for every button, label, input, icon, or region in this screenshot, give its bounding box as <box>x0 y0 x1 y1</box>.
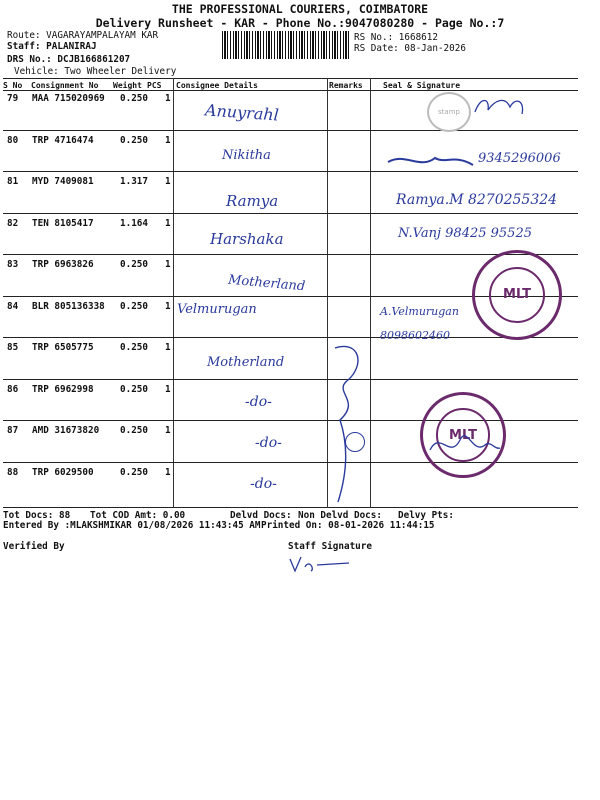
signature-handwriting-84: A.Velmurugan 8098602460 <box>380 305 459 342</box>
row-divider <box>3 213 578 214</box>
row-consignment-number: TRP 6029500 <box>32 466 94 478</box>
row-weight: 0.250 <box>120 383 148 395</box>
consignee-handwriting-79: Anuyrahl <box>204 100 280 125</box>
consignee-handwriting-88: -do- <box>250 476 277 492</box>
table-header-border <box>3 90 578 91</box>
row-weight: 0.250 <box>120 93 148 104</box>
signature-over-seal <box>425 420 505 470</box>
row-serial-number: 81 <box>7 176 19 187</box>
row-consignment-number: MYD 7409081 <box>32 176 94 187</box>
row-consignment-number: TRP 6963826 <box>32 259 94 270</box>
staff-signature <box>287 553 357 575</box>
staff-label: Staff: PALANIRAJ <box>7 41 97 52</box>
signature-handwriting-81: Ramya.M 8270255324 <box>396 192 558 208</box>
col-header-weight: Weight <box>113 81 142 90</box>
route-label: Route: VAGARAYAMPALAYAM KAR <box>7 30 159 41</box>
company-title: THE PROFESSIONAL COURIERS, COIMBATORE <box>171 2 429 16</box>
row-pcs: 1 <box>165 259 171 270</box>
row-serial-number: 83 <box>7 259 19 270</box>
row-weight: 1.317 <box>120 176 148 187</box>
entered-by: Entered By :MLAKSHMIKAR 01/08/2026 11:43:45 AM <box>3 520 261 531</box>
col-header-seal: Seal & Signature <box>383 81 461 90</box>
consignee-handwriting-87: -do- <box>255 435 282 451</box>
row-pcs: 1 <box>165 383 171 395</box>
non-delivered-docs: Non Delvd Docs: <box>298 510 382 521</box>
row-weight: 0.250 <box>120 259 148 270</box>
row-serial-number: 88 <box>7 466 19 478</box>
row-divider <box>3 130 578 131</box>
consignee-handwriting-82: Harshaka <box>210 230 284 248</box>
table-top-border <box>3 78 578 79</box>
row-divider <box>3 379 578 380</box>
runsheet-title: Delivery Runsheet - KAR - Phone No.:9047080280 - Page No.:7 <box>95 16 505 30</box>
row-pcs: 1 <box>165 466 171 478</box>
row-consignment-number: TRP 6505775 <box>32 342 94 353</box>
row-weight: 0.250 <box>120 134 148 146</box>
row-consignment-number: TRP 6962998 <box>32 383 94 395</box>
barcode <box>222 31 350 59</box>
seal-abbr-top: MLT <box>489 267 545 323</box>
row-serial-number: 80 <box>7 134 19 146</box>
row-pcs: 1 <box>165 425 171 436</box>
total-cod-amount: Tot COD Amt: 0.00 <box>90 510 186 521</box>
row-consignment-number: BLR 805136338 <box>32 300 105 312</box>
row-serial-number: 85 <box>7 342 19 353</box>
row-pcs: 1 <box>165 134 171 146</box>
row-weight: 0.250 <box>120 466 148 478</box>
rs-date: RS Date: 08-Jan-2026 <box>354 43 466 54</box>
row-serial-number: 82 <box>7 217 19 229</box>
row-weight: 0.250 <box>120 425 148 436</box>
consignee-handwriting-86: -do- <box>245 394 272 410</box>
company-seal-top <box>472 250 562 340</box>
row-pcs: 1 <box>165 342 171 353</box>
verified-by-label: Verified By <box>3 541 65 552</box>
row-consignment-number: AMD 31673820 <box>32 425 100 436</box>
row-weight: 0.250 <box>120 300 148 312</box>
col-header-consignment: Consignment No <box>31 81 99 90</box>
consignee-handwriting-80: Nikitha <box>222 148 271 163</box>
row-pcs: 1 <box>165 93 171 104</box>
col-header-sno: S No <box>3 81 23 90</box>
row-pcs: 1 <box>165 217 171 229</box>
total-docs: Tot Docs: 88 <box>3 510 71 521</box>
signature-handwriting-82: N.Vanj 98425 95525 <box>398 226 532 241</box>
vehicle-label: Vehicle: Two Wheeler Delivery <box>14 66 177 77</box>
circle-mark <box>345 432 365 452</box>
drs-label: DRS No.: DCJB166861207 <box>7 54 131 65</box>
rs-number: RS No.: 1668612 <box>354 32 438 43</box>
row-pcs: 1 <box>165 176 171 187</box>
consignee-handwriting-81: Ramya <box>226 192 279 210</box>
delivered-docs: Delvd Docs: <box>230 510 292 521</box>
row-weight: 1.164 <box>120 217 148 229</box>
bracket-mark <box>320 340 380 510</box>
row-serial-number: 86 <box>7 383 19 395</box>
delivery-points: Delvy Pts: <box>398 510 454 521</box>
row-divider <box>3 171 578 172</box>
col-header-pcs: PCS <box>147 81 162 90</box>
faint-stamp: stamp <box>427 92 471 132</box>
signature-79 <box>470 92 530 122</box>
row-consignment-number: TRP 4716474 <box>32 134 94 146</box>
phone-handwriting-80: 9345296006 <box>478 151 561 166</box>
consignee-handwriting-84: Velmurugan <box>177 302 257 317</box>
col-divider-consignee <box>173 78 174 508</box>
row-consignment-number: MAA 715020969 <box>32 93 105 104</box>
table-bottom-border <box>3 507 578 508</box>
seal-abbr-bottom: MLT <box>436 408 490 462</box>
printed-on: Printed On: 08-01-2026 11:44:15 <box>261 520 435 531</box>
row-pcs: 1 <box>165 300 171 312</box>
col-header-remarks: Remarks <box>329 81 363 90</box>
consignee-handwriting-83: Motherland <box>227 272 306 295</box>
row-weight: 0.250 <box>120 342 148 353</box>
row-serial-number: 79 <box>7 93 19 104</box>
row-serial-number: 84 <box>7 300 19 312</box>
signature-80 <box>385 150 480 175</box>
consignee-handwriting-85: Motherland <box>207 355 285 370</box>
row-divider <box>3 254 578 255</box>
row-serial-number: 87 <box>7 425 19 436</box>
row-consignment-number: TEN 8105417 <box>32 217 94 229</box>
staff-signature-label: Staff Signature <box>288 541 372 552</box>
col-header-consignee: Consignee Details <box>176 81 258 90</box>
